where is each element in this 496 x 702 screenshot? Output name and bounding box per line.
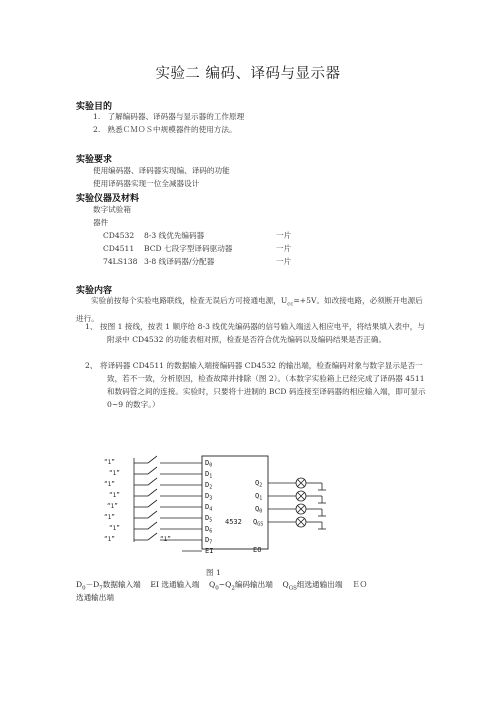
input-level-label: “1” (104, 481, 115, 488)
switch-d0 (134, 456, 202, 463)
chip-label: 4532 (225, 518, 242, 526)
legend-line-1: $D_0-D_7$数据输入端 EI 选通输入端 $Q_0\sim Q_2$编码输出端 $Q_{GS}$组选通输出端 ＥＯ (76, 580, 368, 592)
output-lamps (268, 478, 326, 529)
section-heading-equipment: 实验仪器及材料 (76, 194, 140, 204)
circuit-diagram-4532 (90, 452, 350, 556)
section-heading-content: 实验内容 (76, 286, 113, 296)
page-title: 实验二 编码、译码与显示器 (155, 66, 341, 82)
output-pin-q1: $Q_1$ (255, 492, 263, 502)
eo-pin: EO (253, 546, 262, 554)
input-level-label: “1” (104, 459, 115, 466)
input-pin-d4: $D_4$ (205, 503, 213, 513)
input-pin-d0: $D_0$ (205, 459, 213, 469)
switch-d4 (134, 500, 202, 507)
purpose-item-1: 1. 了解编码器、译码器与显示器的工作原理 (93, 112, 245, 121)
input-pin-d2: $D_2$ (205, 481, 213, 491)
legend-line-2: 选通输出端 (76, 593, 114, 602)
equipment-chip: 74LS138 (103, 257, 138, 266)
equipment-chip: CD4532 (103, 231, 135, 240)
equipment-line-2: 器件 (93, 218, 109, 227)
switch-d3 (134, 489, 202, 496)
section-heading-purpose: 实验目的 (76, 102, 113, 112)
input-pin-d5: $D_5$ (205, 514, 213, 524)
input-level-label: “1” (109, 492, 120, 499)
equipment-qty: 一片 (276, 257, 292, 266)
switch-d1 (134, 467, 202, 474)
equipment-desc: BCD 七段字型译码驱动器 (144, 244, 233, 253)
step-1-text: 按图 1 接线，按表 1 顺序给 8-3 线优先编码器的信号输入端送入相应电平，将结果填入表中，与附录中 CD4532 的功能表相对照，检查是否符合优先编码以及编码结果是否正确。 (100, 322, 425, 344)
input-switches (134, 456, 202, 542)
equipment-qty: 一片 (276, 231, 292, 240)
step-1-number: 1、 (85, 322, 98, 331)
figure-caption: 图 1 (206, 568, 221, 577)
output-pin-q0: $Q_0$ (255, 505, 263, 515)
input-level-label: “1” (109, 470, 120, 477)
equipment-qty: 一片 (276, 244, 292, 253)
switch-d5 (134, 511, 202, 518)
step-2-text: 将译码器 CD4511 的数据输入端接编码器 CD4532 的输出端，检查编码对象与数字显示是否一致，若不一致，分析原因，检查故障并排除（图 2）。（本数字实验箱上已经完成了译码器 4511 和数码管之间的连接。实验时，只要将十进制的 BCD 码连接至译码器的相应输入端，即可显示 0~9 的数字。） (100, 361, 426, 409)
input-level-label: “1” (109, 525, 120, 532)
equipment-desc: 3-8 线译码器/分配器 (144, 257, 215, 266)
requirement-item-2: 使用译码器实现一位全减器设计 (93, 179, 200, 188)
input-pin-d3: $D_3$ (205, 492, 213, 502)
input-level-label: “1” (104, 514, 115, 521)
input-level-label: “1” (107, 503, 118, 510)
input-pin-d7: $D_7$ (205, 536, 213, 546)
equipment-chip: CD4511 (103, 244, 135, 253)
output-pin-q2: $Q_2$ (255, 479, 263, 489)
input-pin-d6: $D_6$ (205, 525, 213, 535)
ei-pin: EI (205, 547, 214, 555)
purpose-item-2: 2. 熟悉ＣＭＯＳ中规模器件的使用方法。 (93, 125, 237, 134)
input-pin-d1: $D_1$ (205, 470, 213, 480)
content-intro: 实验前按每个实验电路联线，检查无误后方可接通电源，$U_{cc}=+5V$。如改接电路，必须断开电源后进行。 (76, 296, 423, 323)
switch-d2 (134, 478, 202, 485)
ei-level-label: “1” (160, 536, 171, 543)
output-pin-qgs: $Q_{GS}$ (253, 518, 264, 528)
equipment-line-1: 数字试验箱 (93, 205, 131, 214)
input-level-label: “1” (104, 536, 115, 543)
step-2-number: 2、 (85, 361, 98, 370)
section-heading-requirements: 实验要求 (76, 155, 113, 165)
switch-d6 (134, 522, 202, 529)
requirement-item-1: 使用编码器、译码器实现编、译码的功能 (93, 166, 230, 175)
chip-4532-body (202, 456, 268, 549)
equipment-desc: 8-3 线优先编码器 (144, 231, 205, 240)
